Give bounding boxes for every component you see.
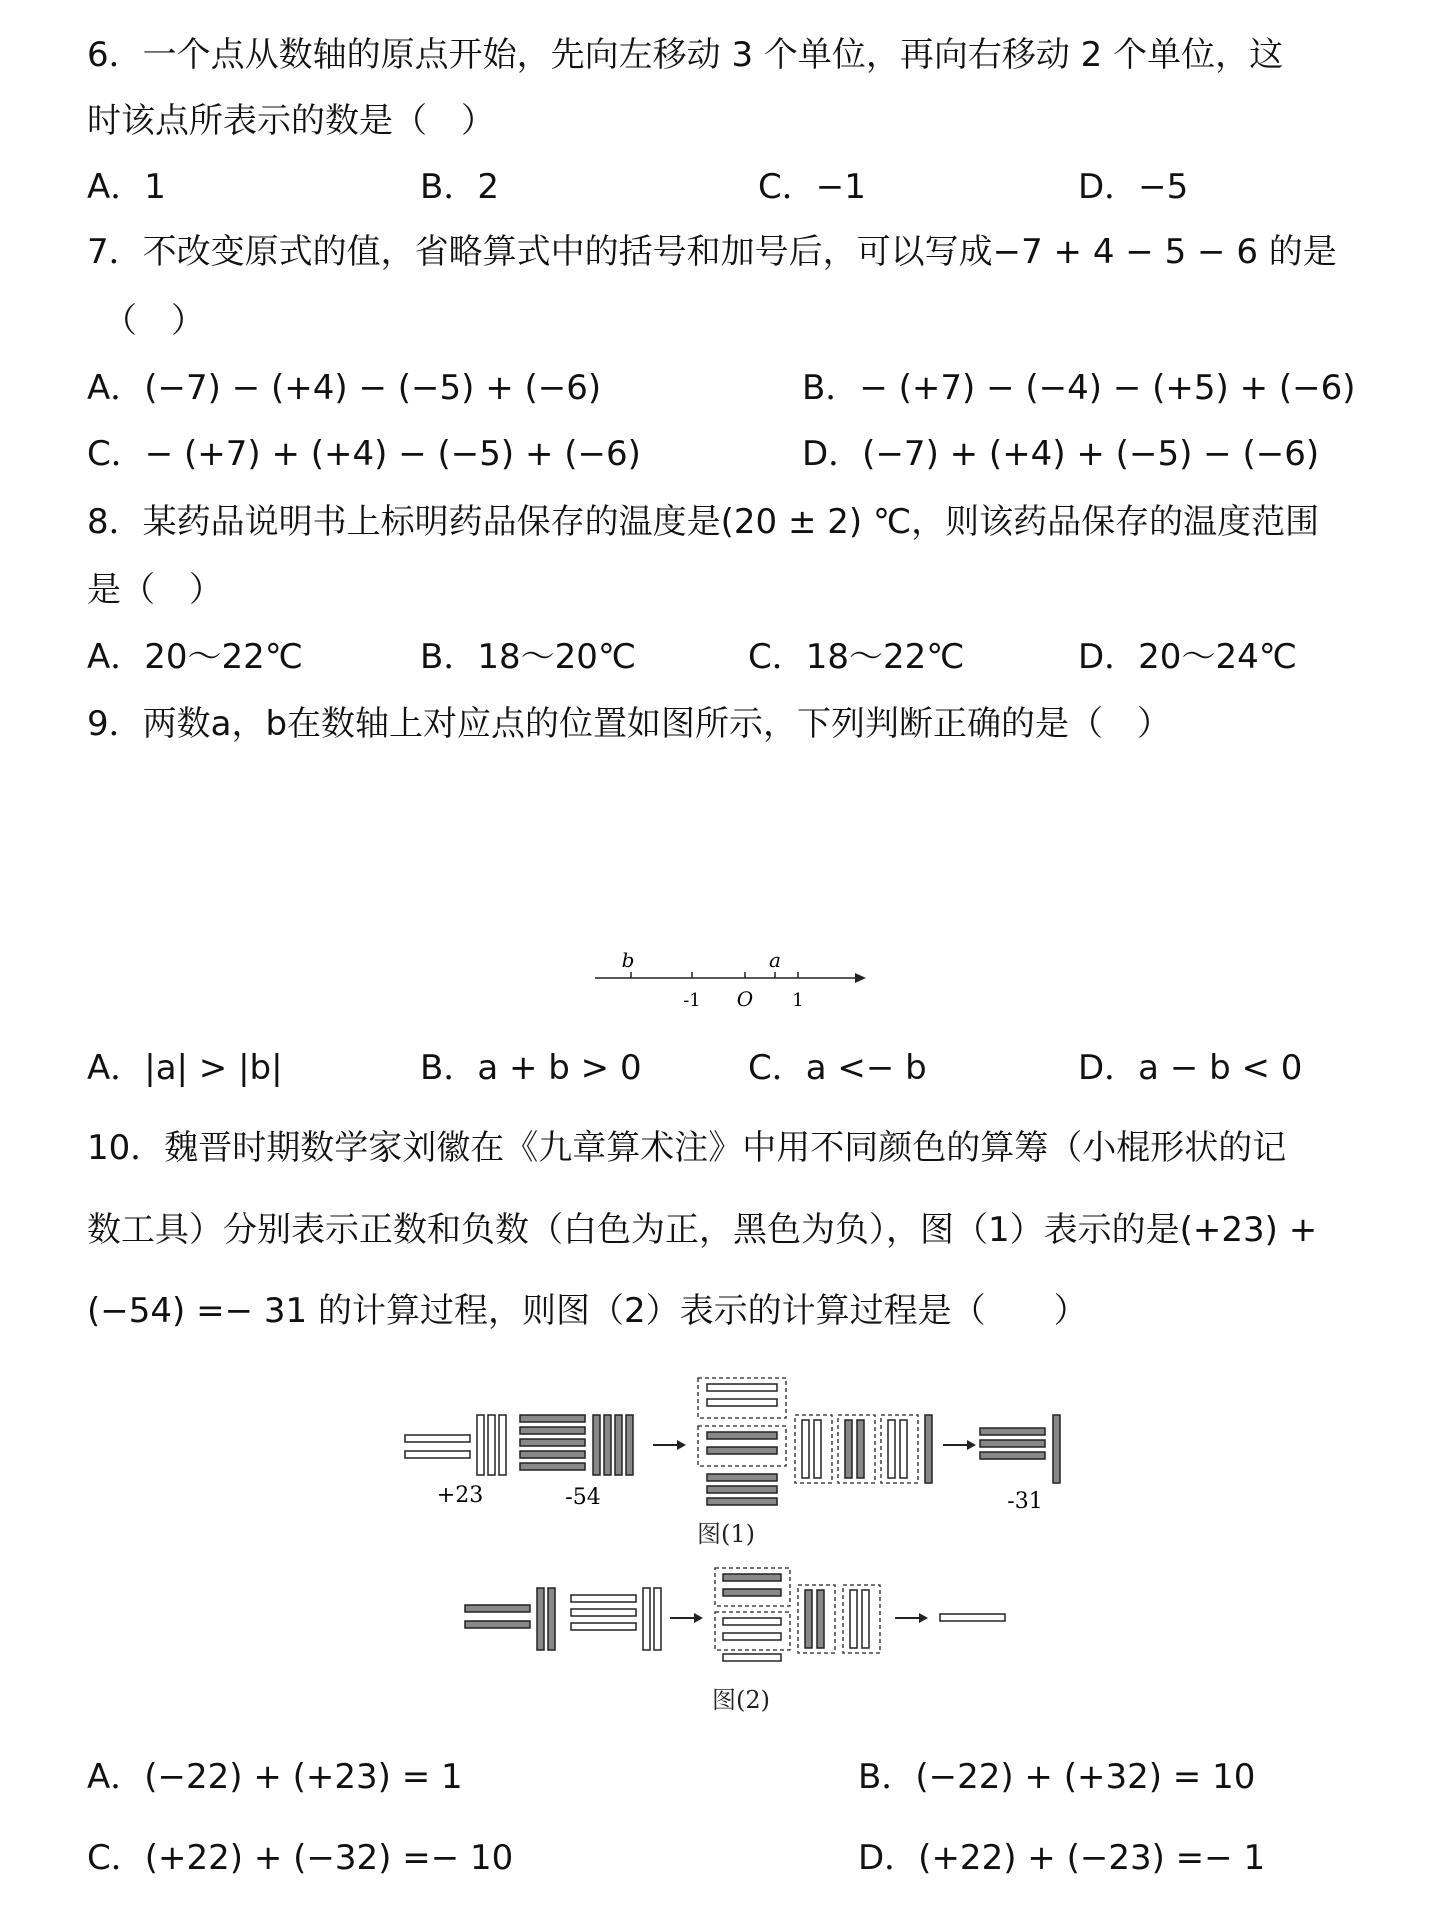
q6-stem-line2: 时该点所表示的数是（ ） — [87, 101, 495, 141]
black-rod — [615, 1415, 622, 1475]
q9-option-c[interactable]: C．a <− b — [748, 1048, 927, 1088]
white-rod — [850, 1590, 857, 1648]
q10-stem-line2: 数工具）分别表示正数和负数（白色为正，黑色为负），图（1）表示的是(+23) + — [87, 1210, 1318, 1250]
q6-stem-line1: 6．一个点从数轴的原点开始，先向左移动 3 个单位，再向右移动 2 个单位，这 — [87, 35, 1284, 75]
white-rod — [723, 1633, 781, 1640]
black-rod — [723, 1589, 781, 1596]
white-rod — [571, 1609, 636, 1616]
q9-stem-line1: 9．两数a，b在数轴上对应点的位置如图所示，下列判断正确的是（ ） — [87, 704, 1172, 744]
number-line-figure — [590, 945, 870, 1015]
fig1-caption: 图(1) — [697, 1520, 755, 1548]
point-a-label: a — [769, 948, 781, 972]
step-arrow-head — [677, 1440, 686, 1450]
q6-option-d[interactable]: D．−5 — [1078, 167, 1189, 207]
black-rod — [707, 1432, 777, 1439]
fig1-label-positive: +23 — [436, 1483, 484, 1508]
q9-option-b[interactable]: B．a + b > 0 — [420, 1048, 642, 1088]
black-rod — [723, 1574, 781, 1581]
q10-option-b[interactable]: B．(−22) + (+32) = 10 — [858, 1757, 1256, 1797]
q9-option-d[interactable]: D．a − b < 0 — [1078, 1048, 1303, 1088]
black-rod — [857, 1420, 864, 1478]
q10-stem-line3: (−54) =− 31 的计算过程，则图（2）表示的计算过程是（ ） — [87, 1291, 1088, 1331]
fig1-label-result: -31 — [1007, 1489, 1043, 1514]
q10-stem-line1: 10．魏晋时期数学家刘徽在《九章算术注》中用不同颜色的算筹（小棍形状的记 — [87, 1128, 1287, 1168]
black-rod — [707, 1498, 777, 1505]
white-rod — [723, 1654, 781, 1661]
black-rod — [593, 1415, 600, 1475]
white-rod — [723, 1618, 781, 1625]
fig1-rods — [405, 1378, 1060, 1505]
black-rod — [817, 1590, 824, 1648]
black-rod — [520, 1439, 585, 1446]
black-rod — [520, 1451, 585, 1458]
white-rod — [477, 1415, 484, 1475]
q10-option-a[interactable]: A．(−22) + (+23) = 1 — [87, 1757, 463, 1797]
q6-option-b[interactable]: B．2 — [420, 167, 499, 207]
white-rod — [802, 1420, 809, 1478]
q10-option-d[interactable]: D．(+22) + (−23) =− 1 — [858, 1838, 1266, 1878]
q8-stem-line1: 8．某药品说明书上标明药品保存的温度是(20 ± 2) ℃，则该药品保存的温度范围 — [87, 502, 1320, 542]
white-rod — [862, 1590, 869, 1648]
q8-option-a[interactable]: A．20～22℃ — [87, 637, 303, 677]
white-rod — [405, 1451, 470, 1458]
counting-rods-figure-2 — [455, 1560, 1015, 1670]
black-rod — [465, 1605, 530, 1612]
white-rod — [707, 1384, 777, 1391]
black-rod — [805, 1590, 812, 1648]
black-rod — [548, 1588, 555, 1650]
black-rod — [1053, 1415, 1060, 1483]
q7-stem-line1: 7．不改变原式的值，省略算式中的括号和加号后，可以写成−7 + 4 − 5 − 6 的是 — [87, 232, 1337, 272]
black-rod — [626, 1415, 633, 1475]
white-rod — [643, 1588, 650, 1650]
step-arrow-head — [919, 1613, 928, 1623]
black-rod — [845, 1420, 852, 1478]
q7-option-d[interactable]: D．(−7) + (+4) + (−5) − (−6) — [802, 434, 1320, 474]
white-rod — [571, 1623, 636, 1630]
step-arrow-head — [694, 1613, 703, 1623]
black-rod — [520, 1415, 585, 1422]
tick-label-one: 1 — [792, 990, 804, 1011]
white-rod — [814, 1420, 821, 1478]
white-rod — [940, 1614, 1005, 1621]
q6-option-a[interactable]: A．1 — [87, 167, 166, 207]
q8-option-d[interactable]: D．20～24℃ — [1078, 637, 1297, 677]
q7-option-b[interactable]: B．− (+7) − (−4) − (+5) + (−6) — [802, 368, 1356, 408]
white-rod — [707, 1399, 777, 1406]
black-rod — [520, 1427, 585, 1434]
black-rod — [980, 1452, 1045, 1459]
q7-stem-line2: （ ） — [103, 301, 205, 341]
white-rod — [888, 1420, 895, 1478]
q8-stem-line2: 是（ ） — [87, 570, 223, 610]
white-rod — [488, 1415, 495, 1475]
black-rod — [980, 1428, 1045, 1435]
tick-label-minus-one: -1 — [683, 990, 701, 1011]
black-rod — [465, 1621, 530, 1628]
black-rod — [925, 1415, 932, 1483]
q9-option-a[interactable]: A．|a| > |b| — [87, 1048, 283, 1088]
q8-option-b[interactable]: B．18～20℃ — [420, 637, 637, 677]
fig2-rods — [465, 1568, 1005, 1661]
black-rod — [707, 1447, 777, 1454]
q10-option-c[interactable]: C．(+22) + (−32) =− 10 — [87, 1838, 514, 1878]
black-rod — [520, 1463, 585, 1470]
tick-label-origin: O — [736, 987, 754, 1011]
counting-rods-figure-1 — [395, 1370, 1075, 1530]
black-rod — [604, 1415, 611, 1475]
number-line-arrow — [855, 973, 866, 983]
black-rod — [707, 1474, 777, 1481]
black-rod — [707, 1486, 777, 1493]
point-b-label: b — [621, 948, 635, 972]
q6-option-c[interactable]: C．−1 — [758, 167, 866, 207]
number-line-ticks — [631, 972, 798, 978]
white-rod — [900, 1420, 907, 1478]
black-rod — [980, 1440, 1045, 1447]
step-arrow-head — [967, 1440, 976, 1450]
q7-option-c[interactable]: C．− (+7) + (+4) − (−5) + (−6) — [87, 434, 641, 474]
white-rod — [405, 1435, 470, 1442]
q8-option-c[interactable]: C．18～22℃ — [748, 637, 965, 677]
white-rod — [571, 1595, 636, 1602]
fig2-caption: 图(2) — [712, 1686, 770, 1714]
q7-option-a[interactable]: A．(−7) − (+4) − (−5) + (−6) — [87, 368, 602, 408]
white-rod — [654, 1588, 661, 1650]
fig1-label-negative: -54 — [565, 1485, 601, 1510]
white-rod — [499, 1415, 506, 1475]
black-rod — [537, 1588, 544, 1650]
